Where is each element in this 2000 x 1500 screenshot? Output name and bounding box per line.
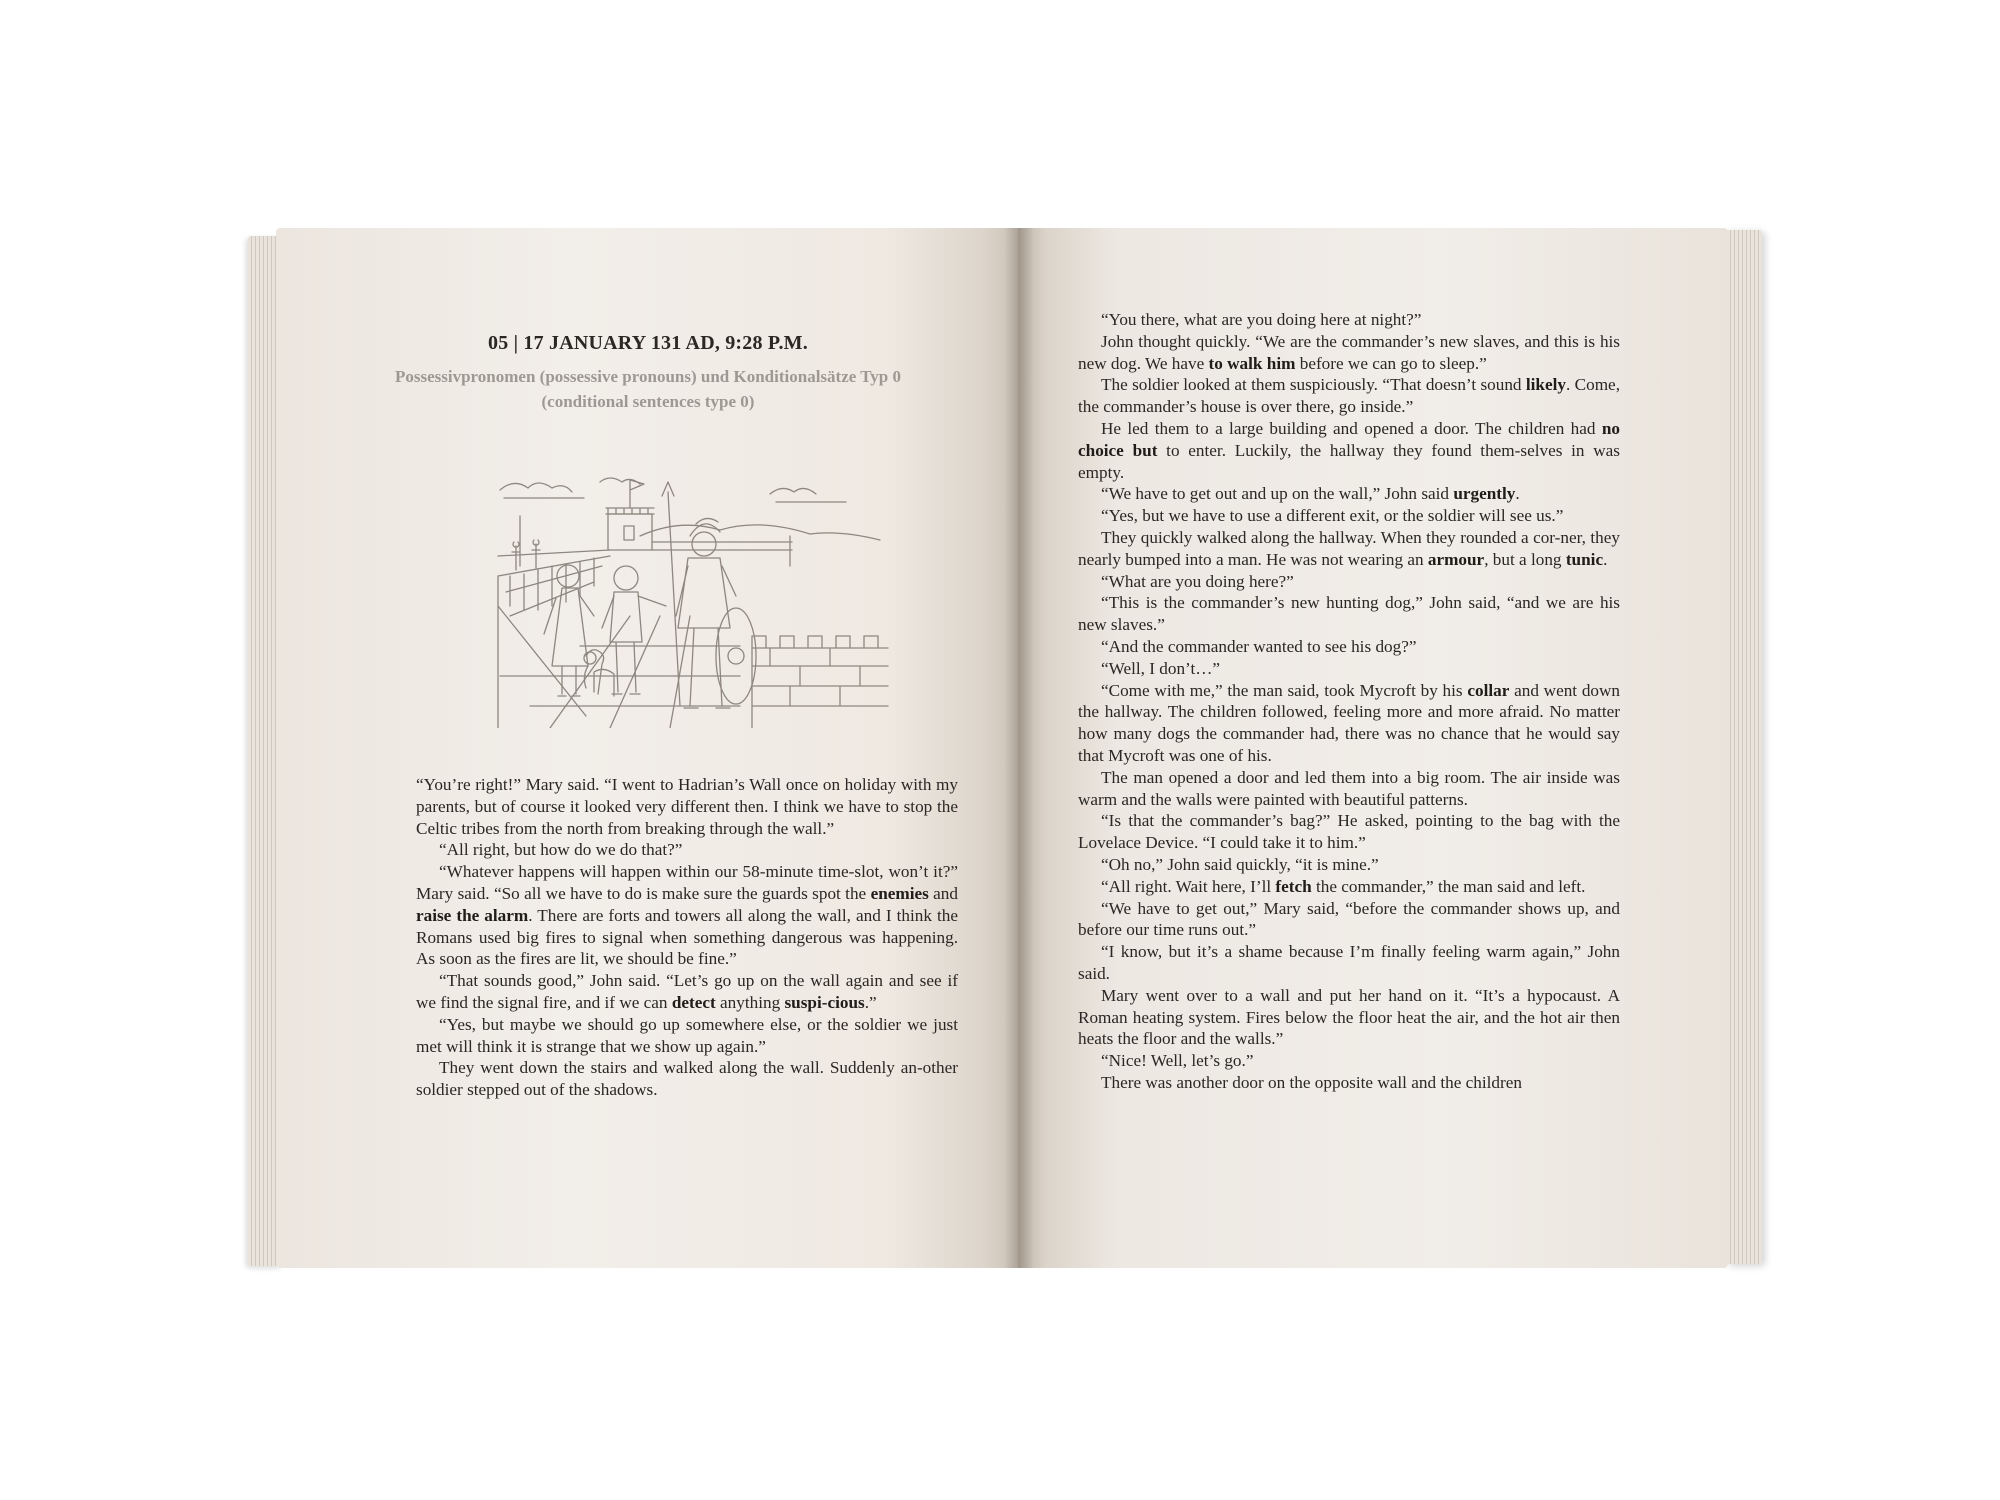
right_page-paragraph: “Oh no,” John said quickly, “it is mine.”	[1101, 854, 1379, 874]
right_page-paragraph: John thought quickly. “We are the commander’s new slaves, and this is his new dog. We have to walk him before we can go to sleep.”	[1078, 331, 1620, 373]
page-edges-right	[1726, 230, 1762, 1264]
right_page-paragraph: The soldier looked at them suspiciously. “That doesn’t sound likely. Come, the commander’s house is over there, go inside.”	[1078, 375, 1620, 417]
left_page-paragraph: “That sounds good,” John said. “Let’s go up on the wall again and see if we find the signal fire, and if we can detect anything suspi-cious.”	[416, 971, 958, 1012]
right_page-paragraph: “We have to get out and up on the wall,” John said urgently.	[1101, 484, 1520, 504]
open-book	[248, 228, 1762, 1270]
right_page-paragraph: The man opened a door and led them into a big room. The air inside was warm and the walls were painted with beautiful patterns.	[1078, 767, 1620, 809]
right-page-text	[1078, 309, 1620, 1094]
right_page-paragraph: “You there, what are you doing here at night?”	[1101, 310, 1422, 329]
left-page	[276, 228, 1020, 1268]
right_page-paragraph: “All right. Wait here, I’ll fetch the commander,” the man said and left.	[1101, 876, 1586, 896]
right_page-paragraph: “Nice! Well, let’s go.”	[1101, 1051, 1254, 1071]
right_page-paragraph: “And the commander wanted to see his dog?”	[1101, 636, 1417, 656]
right_page-paragraph: “This is the commander’s new hunting dog,” John said, “and we are his new slaves.”	[1078, 593, 1620, 635]
right_page-paragraph: “Come with me,” the man said, took Mycroft by his collar and went down the hallway. The children followed, feeling more and more afraid. No matter how many dogs the commander had, there was no chance that he would say that Mycroft was one of his.	[1078, 680, 1621, 765]
left_page-paragraph: “You’re right!” Mary said. “I went to Hadrian’s Wall once on holiday with my parents, but of course it looked very different then. I think we have to stop the Celtic tribes from the north from breaking through the wall.”	[416, 775, 958, 838]
left_page-paragraph: “All right, but how do we do that?”	[439, 840, 683, 860]
right_page-paragraph: There was another door on the opposite wall and the children	[1101, 1072, 1522, 1092]
right_page-paragraph: “What are you doing here?”	[1101, 571, 1294, 591]
roman-wall-illustration	[490, 466, 890, 728]
right_page-paragraph: “I know, but it’s a shame because I’m finally feeling warm again,” John said.	[1078, 942, 1620, 983]
right_page-paragraph: “Well, I don’t…”	[1101, 658, 1221, 678]
right_page-paragraph: “Is that the commander’s bag?” He asked, pointing to the bag with the Lovelace Device. “I could take it to him.”	[1078, 811, 1620, 853]
left_page-paragraph: “Whatever happens will happen within our 58-minute time-slot, won’t it?” Mary said. “So all we have to do is make sure the guards spot the enemies and raise the alarm. There are forts and towers all along the wall, and I think the Romans used big fires to signal when something dangerous was happening. As soon as the fires are lit, we should be fine.”	[416, 862, 958, 969]
left-page-text	[416, 774, 958, 1101]
right_page-paragraph: They quickly walked along the hallway. When they rounded a cor-ner, they nearly bumped into a man. He was not wearing an armour, but a long tunic.	[1078, 527, 1620, 569]
chapter-subtitle: Possessivpronomen (possessive pronouns) und Konditionalsätze Typ 0 (conditional sentences type 0)	[394, 367, 902, 411]
right_page-paragraph: He led them to a large building and opened a door. The children had no choice but to enter. Luckily, the hallway they found them-selves in was empty.	[1078, 418, 1621, 482]
right_page-paragraph: Mary went over to a wall and put her hand on it. “It’s a hypocaust. A Roman heating system. Fires below the floor heat the air, and the hot air then heats the floor and the walls.”	[1078, 985, 1620, 1049]
right_page-paragraph: “We have to get out,” Mary said, “before the commander shows up, and before our time runs out.”	[1078, 898, 1620, 940]
right-page	[1018, 228, 1728, 1268]
left_page-paragraph: “Yes, but maybe we should go up somewhere else, or the soldier we just met will think it is strange that we show up again.”	[416, 1014, 958, 1056]
right_page-paragraph: “Yes, but we have to use a different exit, or the soldier will see us.”	[1101, 506, 1564, 526]
book-gutter	[1004, 228, 1034, 1268]
chapter-title: 05 | 17 JANUARY 131 AD, 9:28 P.M.	[488, 332, 808, 354]
left_page-paragraph: They went down the stairs and walked along the wall. Suddenly an-other soldier stepped out of the shadows.	[416, 1058, 958, 1100]
